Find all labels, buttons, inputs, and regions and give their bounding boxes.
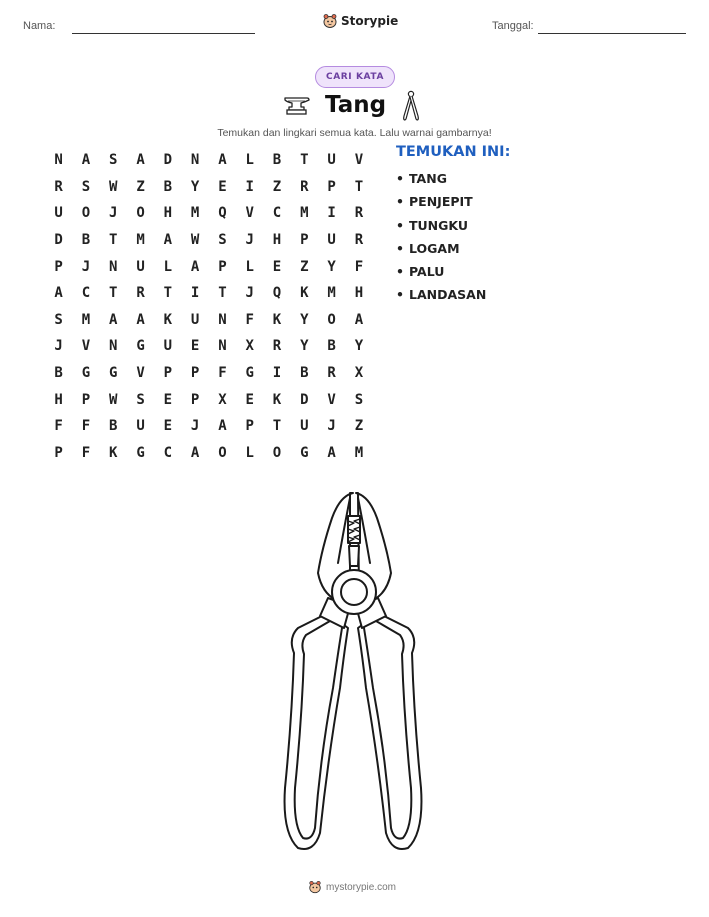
anvil-icon bbox=[283, 95, 311, 117]
grid-letter[interactable]: P bbox=[218, 258, 227, 275]
grid-letter[interactable]: P bbox=[54, 258, 63, 275]
word-list-item: • TANG bbox=[396, 171, 486, 194]
word-list-item: • PALU bbox=[396, 264, 486, 287]
grid-letter[interactable]: F bbox=[81, 444, 91, 461]
grid-letter[interactable]: T bbox=[272, 418, 282, 435]
grid-letter[interactable]: A bbox=[190, 258, 200, 275]
grid-letter[interactable]: H bbox=[54, 391, 63, 408]
grid-letter[interactable]: F bbox=[245, 311, 254, 328]
grid-letter[interactable]: P bbox=[190, 391, 200, 408]
grid-letter[interactable]: U bbox=[163, 338, 173, 355]
grid-letter[interactable]: J bbox=[190, 418, 200, 435]
grid-letter[interactable]: N bbox=[218, 338, 227, 355]
grid-letter[interactable]: L bbox=[245, 444, 254, 461]
grid-letter[interactable]: B bbox=[109, 418, 118, 435]
grid-letter[interactable]: X bbox=[354, 365, 364, 382]
page-title: Tang bbox=[325, 92, 387, 118]
grid-letter[interactable]: O bbox=[218, 444, 227, 461]
grid-letter[interactable]: I bbox=[272, 365, 282, 382]
grid-letter[interactable]: C bbox=[81, 285, 91, 302]
grid-letter[interactable]: D bbox=[163, 152, 173, 169]
grid-letter[interactable]: M bbox=[327, 285, 336, 302]
activity-badge: CARI KATA bbox=[315, 66, 395, 88]
grid-letter[interactable]: V bbox=[245, 205, 254, 222]
grid-letter[interactable]: B bbox=[54, 365, 63, 382]
grid-letter[interactable]: V bbox=[327, 391, 336, 408]
grid-letter[interactable]: Y bbox=[300, 338, 309, 355]
grid-letter[interactable]: I bbox=[190, 285, 200, 302]
grid-row bbox=[45, 200, 373, 227]
grid-letter[interactable]: S bbox=[81, 178, 91, 195]
grid-letter[interactable]: U bbox=[190, 311, 200, 328]
grid-letter[interactable]: G bbox=[81, 365, 91, 382]
grid-row bbox=[45, 333, 373, 360]
grid-letter[interactable]: F bbox=[218, 365, 227, 382]
grid-letter[interactable]: P bbox=[327, 178, 336, 195]
date-label: Tanggal: bbox=[492, 20, 534, 32]
grid-letter[interactable]: H bbox=[272, 232, 282, 249]
word-list-item: • TUNGKU bbox=[396, 218, 486, 241]
instructions bbox=[0, 127, 709, 139]
grid-letter[interactable]: K bbox=[300, 285, 309, 302]
grid-letter[interactable]: F bbox=[54, 418, 63, 435]
grid-letter[interactable]: B bbox=[163, 178, 173, 195]
grid-letter[interactable]: D bbox=[54, 232, 63, 249]
grid-letter[interactable]: X bbox=[245, 338, 254, 355]
grid-letter[interactable]: Q bbox=[218, 205, 227, 222]
grid-letter[interactable]: R bbox=[354, 232, 364, 249]
grid-letter[interactable]: B bbox=[81, 232, 91, 249]
grid-letter[interactable]: V bbox=[81, 338, 91, 355]
word-list-item: • PENJEPIT bbox=[396, 194, 486, 217]
storypie-mascot-icon bbox=[308, 880, 322, 894]
brand-logo bbox=[322, 13, 398, 29]
name-label: Nama: bbox=[23, 20, 56, 32]
grid-letter[interactable]: Z bbox=[136, 178, 145, 195]
grid-letter[interactable]: K bbox=[272, 311, 282, 328]
grid-letter[interactable]: P bbox=[190, 365, 200, 382]
grid-letter[interactable]: C bbox=[163, 444, 173, 461]
grid-letter[interactable]: F bbox=[354, 258, 364, 275]
grid-letter[interactable]: A bbox=[190, 444, 200, 461]
grid-letter[interactable]: J bbox=[81, 258, 91, 275]
footer bbox=[308, 880, 396, 894]
grid-letter[interactable]: S bbox=[136, 391, 145, 408]
grid-row bbox=[45, 386, 373, 413]
grid-letter[interactable]: E bbox=[190, 338, 200, 355]
grid-letter[interactable]: E bbox=[272, 258, 282, 275]
grid-letter[interactable]: A bbox=[54, 285, 63, 302]
grid-letter[interactable]: A bbox=[327, 444, 336, 461]
grid-letter[interactable]: O bbox=[327, 311, 336, 328]
instructions-text: Temukan dan lingkari semua kata. Lalu warnai gambarnya! bbox=[217, 127, 492, 139]
grid-letter[interactable]: Z bbox=[354, 418, 364, 435]
grid-letter[interactable]: G bbox=[136, 444, 145, 461]
grid-letter[interactable]: A bbox=[218, 152, 227, 169]
grid-letter[interactable]: A bbox=[136, 311, 145, 328]
grid-letter[interactable]: Y bbox=[354, 338, 364, 355]
grid-letter[interactable]: J bbox=[327, 418, 336, 435]
grid-letter[interactable]: P bbox=[163, 365, 173, 382]
grid-letter[interactable]: L bbox=[163, 258, 173, 275]
grid-letter[interactable]: K bbox=[109, 444, 118, 461]
grid-letter[interactable]: Z bbox=[300, 258, 309, 275]
grid-letter[interactable]: L bbox=[245, 258, 254, 275]
grid-letter[interactable]: C bbox=[272, 205, 282, 222]
grid-letter[interactable]: I bbox=[327, 205, 336, 222]
word-list bbox=[396, 171, 486, 311]
grid-letter[interactable]: U bbox=[136, 258, 145, 275]
grid-letter[interactable]: K bbox=[163, 311, 173, 328]
grid-letter[interactable]: N bbox=[109, 338, 118, 355]
grid-letter[interactable]: L bbox=[245, 152, 254, 169]
name-line[interactable] bbox=[72, 33, 255, 34]
brand-name: Storypie bbox=[341, 14, 399, 28]
grid-letter[interactable]: R bbox=[54, 178, 63, 195]
grid-letter[interactable]: J bbox=[245, 285, 254, 302]
grid-letter[interactable]: N bbox=[218, 311, 227, 328]
grid-letter[interactable]: A bbox=[136, 152, 145, 169]
grid-letter[interactable]: P bbox=[54, 444, 63, 461]
grid-letter[interactable]: T bbox=[218, 285, 227, 302]
grid-letter[interactable]: U bbox=[54, 205, 63, 222]
tongs-icon bbox=[400, 89, 422, 123]
grid-letter[interactable]: T bbox=[354, 178, 364, 195]
grid-letter[interactable]: S bbox=[109, 152, 118, 169]
grid-letter[interactable]: T bbox=[109, 232, 118, 249]
grid-letter[interactable]: W bbox=[190, 232, 200, 249]
word-list-item: • LANDASAN bbox=[396, 287, 486, 310]
grid-letter[interactable]: S bbox=[218, 232, 227, 249]
grid-letter[interactable]: J bbox=[109, 205, 118, 222]
grid-letter[interactable]: A bbox=[218, 418, 227, 435]
grid-letter[interactable]: S bbox=[354, 391, 364, 408]
grid-letter[interactable]: R bbox=[272, 338, 282, 355]
grid-row bbox=[45, 307, 373, 334]
grid-letter[interactable]: F bbox=[81, 418, 91, 435]
grid-letter[interactable]: M bbox=[136, 232, 145, 249]
grid-letter[interactable]: E bbox=[245, 391, 254, 408]
grid-letter[interactable]: Q bbox=[272, 285, 282, 302]
grid-letter[interactable]: W bbox=[109, 391, 118, 408]
grid-letter[interactable]: Y bbox=[190, 178, 200, 195]
grid-row bbox=[45, 280, 373, 307]
grid-row bbox=[45, 147, 373, 174]
grid-letter[interactable]: M bbox=[190, 205, 200, 222]
grid-letter[interactable]: N bbox=[190, 152, 200, 169]
grid-letter[interactable]: T bbox=[109, 285, 118, 302]
grid-letter[interactable]: N bbox=[54, 152, 63, 169]
grid-letter[interactable]: H bbox=[354, 285, 364, 302]
grid-row bbox=[45, 413, 373, 440]
grid-letter[interactable]: T bbox=[163, 285, 173, 302]
grid-letter[interactable]: U bbox=[300, 418, 309, 435]
grid-letter[interactable]: X bbox=[218, 391, 227, 408]
word-list-heading: TEMUKAN INI: bbox=[396, 144, 511, 160]
grid-letter[interactable]: O bbox=[272, 444, 282, 461]
grid-letter[interactable]: P bbox=[300, 232, 309, 249]
grid-letter[interactable]: S bbox=[54, 311, 63, 328]
grid-letter[interactable]: E bbox=[163, 418, 173, 435]
grid-row bbox=[45, 253, 373, 280]
grid-row bbox=[45, 440, 373, 467]
grid-letter[interactable]: I bbox=[245, 178, 254, 195]
grid-letter[interactable]: N bbox=[109, 258, 118, 275]
grid-letter[interactable]: B bbox=[300, 365, 309, 382]
grid-letter[interactable]: E bbox=[163, 391, 173, 408]
grid-letter[interactable]: B bbox=[327, 338, 336, 355]
grid-letter[interactable]: A bbox=[109, 311, 118, 328]
grid-letter[interactable]: A bbox=[354, 311, 364, 328]
grid-letter[interactable]: M bbox=[300, 205, 309, 222]
grid-letter[interactable]: B bbox=[272, 152, 282, 169]
grid-letter[interactable]: V bbox=[354, 152, 364, 169]
date-line[interactable] bbox=[538, 33, 686, 34]
grid-letter[interactable]: J bbox=[54, 338, 63, 355]
grid-letter[interactable]: G bbox=[300, 444, 309, 461]
storypie-mascot-icon bbox=[322, 13, 338, 29]
grid-letter[interactable]: R bbox=[354, 205, 364, 222]
pliers-illustration bbox=[270, 488, 440, 853]
grid-letter[interactable]: P bbox=[245, 418, 254, 435]
grid-row bbox=[45, 360, 373, 387]
grid-letter[interactable]: M bbox=[354, 444, 364, 461]
grid-letter[interactable]: R bbox=[327, 365, 336, 382]
grid-letter[interactable]: O bbox=[136, 205, 145, 222]
grid-letter[interactable]: G bbox=[245, 365, 254, 382]
grid-row bbox=[45, 227, 373, 254]
grid-letter[interactable]: Z bbox=[272, 178, 282, 195]
grid-letter[interactable]: E bbox=[218, 178, 227, 195]
grid-letter[interactable]: R bbox=[136, 285, 145, 302]
grid-letter[interactable]: G bbox=[136, 338, 145, 355]
grid-letter[interactable]: K bbox=[272, 391, 282, 408]
grid-letter[interactable]: Y bbox=[300, 311, 309, 328]
grid-letter[interactable]: R bbox=[300, 178, 309, 195]
grid-letter[interactable]: P bbox=[81, 391, 91, 408]
grid-letter[interactable]: J bbox=[245, 232, 254, 249]
grid-letter[interactable]: U bbox=[136, 418, 145, 435]
grid-letter[interactable]: Y bbox=[327, 258, 336, 275]
grid-letter[interactable]: U bbox=[327, 152, 336, 169]
word-search-grid bbox=[45, 147, 373, 466]
grid-letter[interactable]: H bbox=[163, 205, 173, 222]
grid-letter[interactable]: A bbox=[81, 152, 91, 169]
word-list-item: • LOGAM bbox=[396, 241, 486, 264]
grid-letter[interactable]: T bbox=[300, 152, 309, 169]
grid-letter[interactable]: M bbox=[81, 311, 91, 328]
grid-letter[interactable]: G bbox=[109, 365, 118, 382]
grid-letter[interactable]: O bbox=[81, 205, 91, 222]
grid-letter[interactable]: U bbox=[327, 232, 336, 249]
footer-url[interactable]: mystorypie.com bbox=[326, 881, 397, 893]
grid-letter[interactable]: D bbox=[300, 391, 309, 408]
grid-letter[interactable]: V bbox=[136, 365, 145, 382]
grid-letter[interactable]: A bbox=[163, 232, 173, 249]
grid-letter[interactable]: W bbox=[109, 178, 118, 195]
grid-row bbox=[45, 174, 373, 201]
